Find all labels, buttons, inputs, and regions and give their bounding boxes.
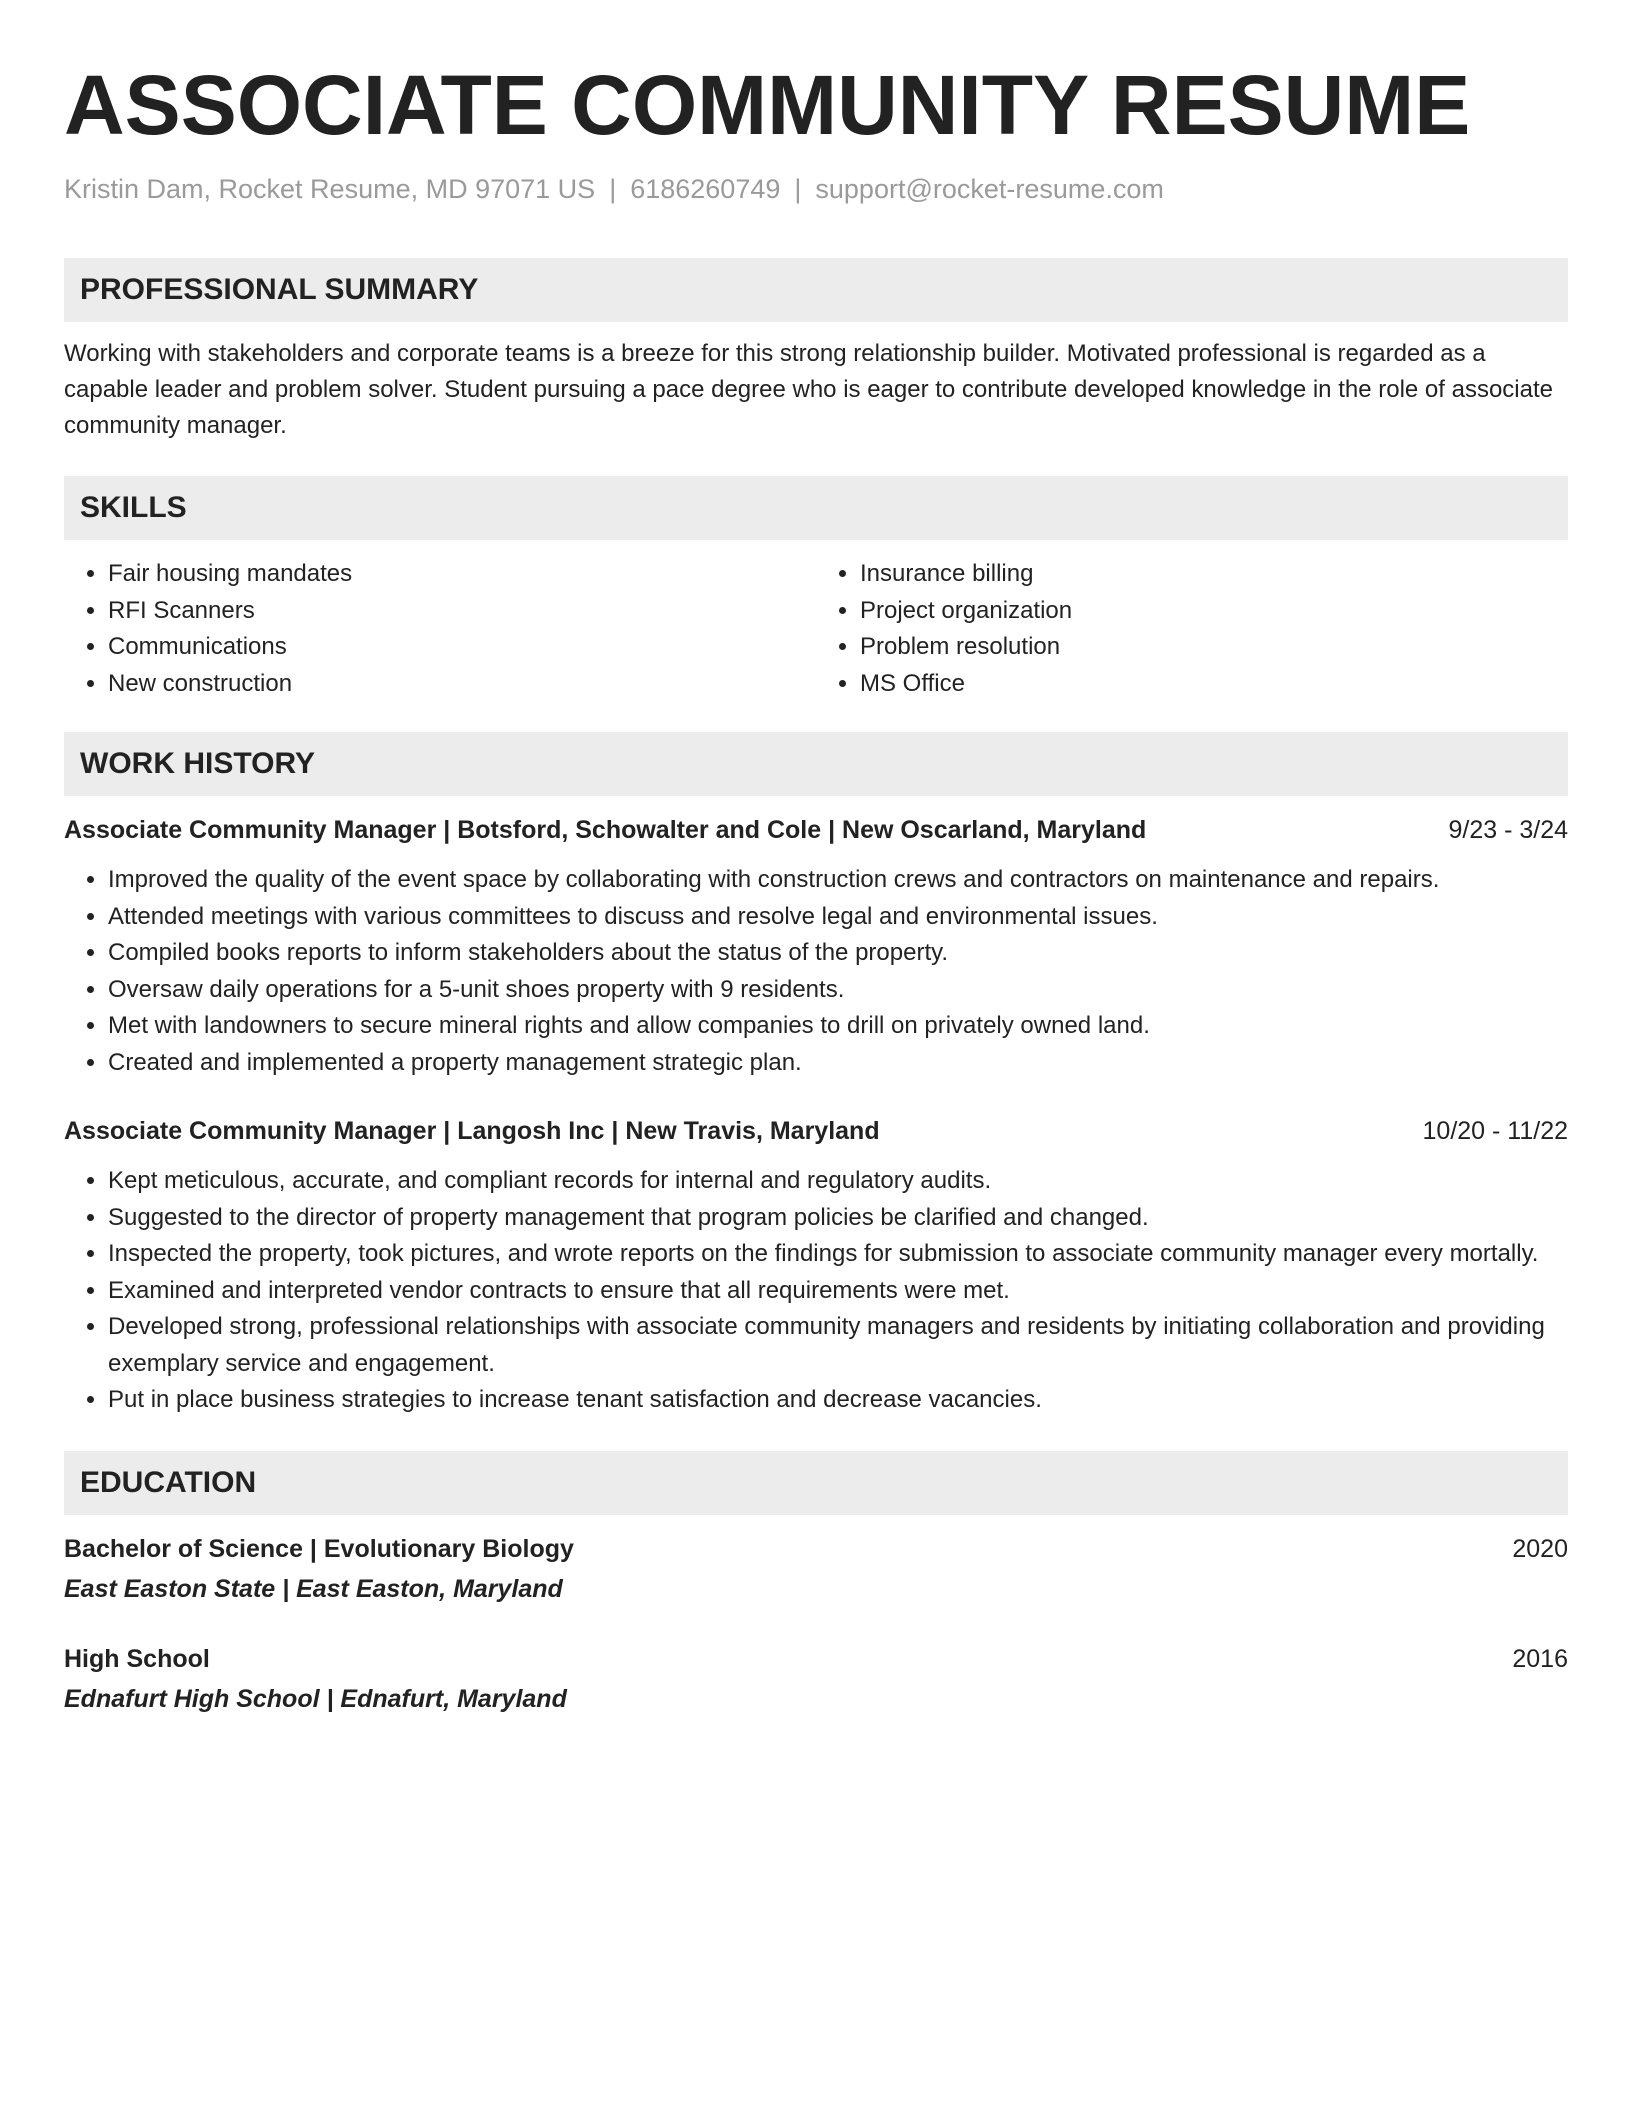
education-degree: Bachelor of Science | Evolutionary Biology (64, 1534, 574, 1563)
job-title: Associate Community Manager | Langosh Inc | New Travis, Maryland (64, 1117, 880, 1145)
job-bullet: • Suggested to the director of property management that program policies be clarified and changed. (108, 1200, 1568, 1237)
skills-column-right (816, 556, 1568, 702)
job-bullet: • Developed strong, professional relationships with associate community managers and residents by initiating collaboration and providing exemplary service and engagement. (108, 1309, 1568, 1382)
skill-item: • Fair housing mandates (108, 556, 816, 593)
education-header (64, 1531, 1568, 1567)
job-dates: 10/20 - 11/22 (1422, 1117, 1568, 1145)
contact-phone: 6186260749 (630, 174, 781, 204)
summary-text: Working with stakeholders and corporate teams is a breeze for this strong relationship builder. Motivated professional is regarded as a capable leader and problem solver. Student pursuing a pace degree who is eager to contribute developed knowledge in the role of associate community manager. (64, 340, 1553, 439)
skill-item: • Problem resolution (860, 629, 1568, 666)
skill-item: • Project organization (860, 593, 1568, 630)
job-bullet: • Compiled books reports to inform stakeholders about the status of the property. (108, 935, 1568, 972)
contact-address: Kristin Dam, Rocket Resume, MD 97071 US (64, 174, 596, 204)
job-bullet: • Put in place business strategies to increase tenant satisfaction and decrease vacancies. (108, 1382, 1568, 1419)
contact-email: support@rocket-resume.com (815, 174, 1164, 204)
education-year: 2020 (1512, 1534, 1568, 1563)
job-bullet: • Attended meetings with various committees to discuss and resolve legal and environmental issues. (108, 899, 1568, 936)
section-header-summary: PROFESSIONAL SUMMARY (64, 258, 1568, 322)
job-bullet: • Inspected the property, took pictures, and wrote reports on the findings for submission to associate community manager every mortally. (108, 1236, 1568, 1273)
education-entry (64, 1641, 1568, 1717)
job-bullet: • Oversaw daily operations for a 5-unit shoes property with 9 residents. (108, 972, 1568, 1009)
job-title: Associate Community Manager | Botsford, Schowalter and Cole | New Oscarland, Maryland (64, 816, 1147, 844)
job-bullets (64, 862, 1568, 1081)
education-degree: High School (64, 1644, 210, 1673)
job-bullet: • Improved the quality of the event space by collaborating with construction crews and contractors on maintenance and repairs. (108, 862, 1568, 899)
skill-item: • MS Office (860, 666, 1568, 703)
skills-grid (64, 556, 1568, 702)
education-year: 2016 (1512, 1644, 1568, 1673)
skill-item: • New construction (108, 666, 816, 703)
job-header (64, 812, 1568, 848)
job-header (64, 1113, 1568, 1149)
education-header (64, 1641, 1568, 1677)
resume-title: ASSOCIATE COMMUNITY RESUME (64, 58, 1471, 152)
skill-item: • Insurance billing (860, 556, 1568, 593)
job-bullet: • Kept meticulous, accurate, and compliant records for internal and regulatory audits. (108, 1163, 1568, 1200)
job-entry (64, 1113, 1568, 1419)
contact-separator: | (609, 174, 617, 204)
contact-line (64, 172, 1568, 206)
section-header-work-history: WORK HISTORY (64, 732, 1568, 796)
job-bullet: • Examined and interpreted vendor contracts to ensure that all requirements were met. (108, 1273, 1568, 1310)
job-dates: 9/23 - 3/24 (1448, 816, 1568, 844)
skill-item: • Communications (108, 629, 816, 666)
education-school: East Easton State | East Easton, Maryland (64, 1574, 563, 1603)
job-bullet: • Created and implemented a property management strategic plan. (108, 1045, 1568, 1082)
skill-item: • RFI Scanners (108, 593, 816, 630)
contact-separator: | (794, 174, 802, 204)
education-school: Ednafurt High School | Ednafurt, Maryland (64, 1684, 567, 1713)
job-entry (64, 812, 1568, 1081)
job-bullets (64, 1163, 1568, 1419)
job-bullet: • Met with landowners to secure mineral rights and allow companies to drill on privately owned land. (108, 1008, 1568, 1045)
section-header-education: EDUCATION (64, 1451, 1568, 1515)
education-entry (64, 1531, 1568, 1607)
skills-column-left (64, 556, 816, 702)
section-header-skills: SKILLS (64, 476, 1568, 540)
